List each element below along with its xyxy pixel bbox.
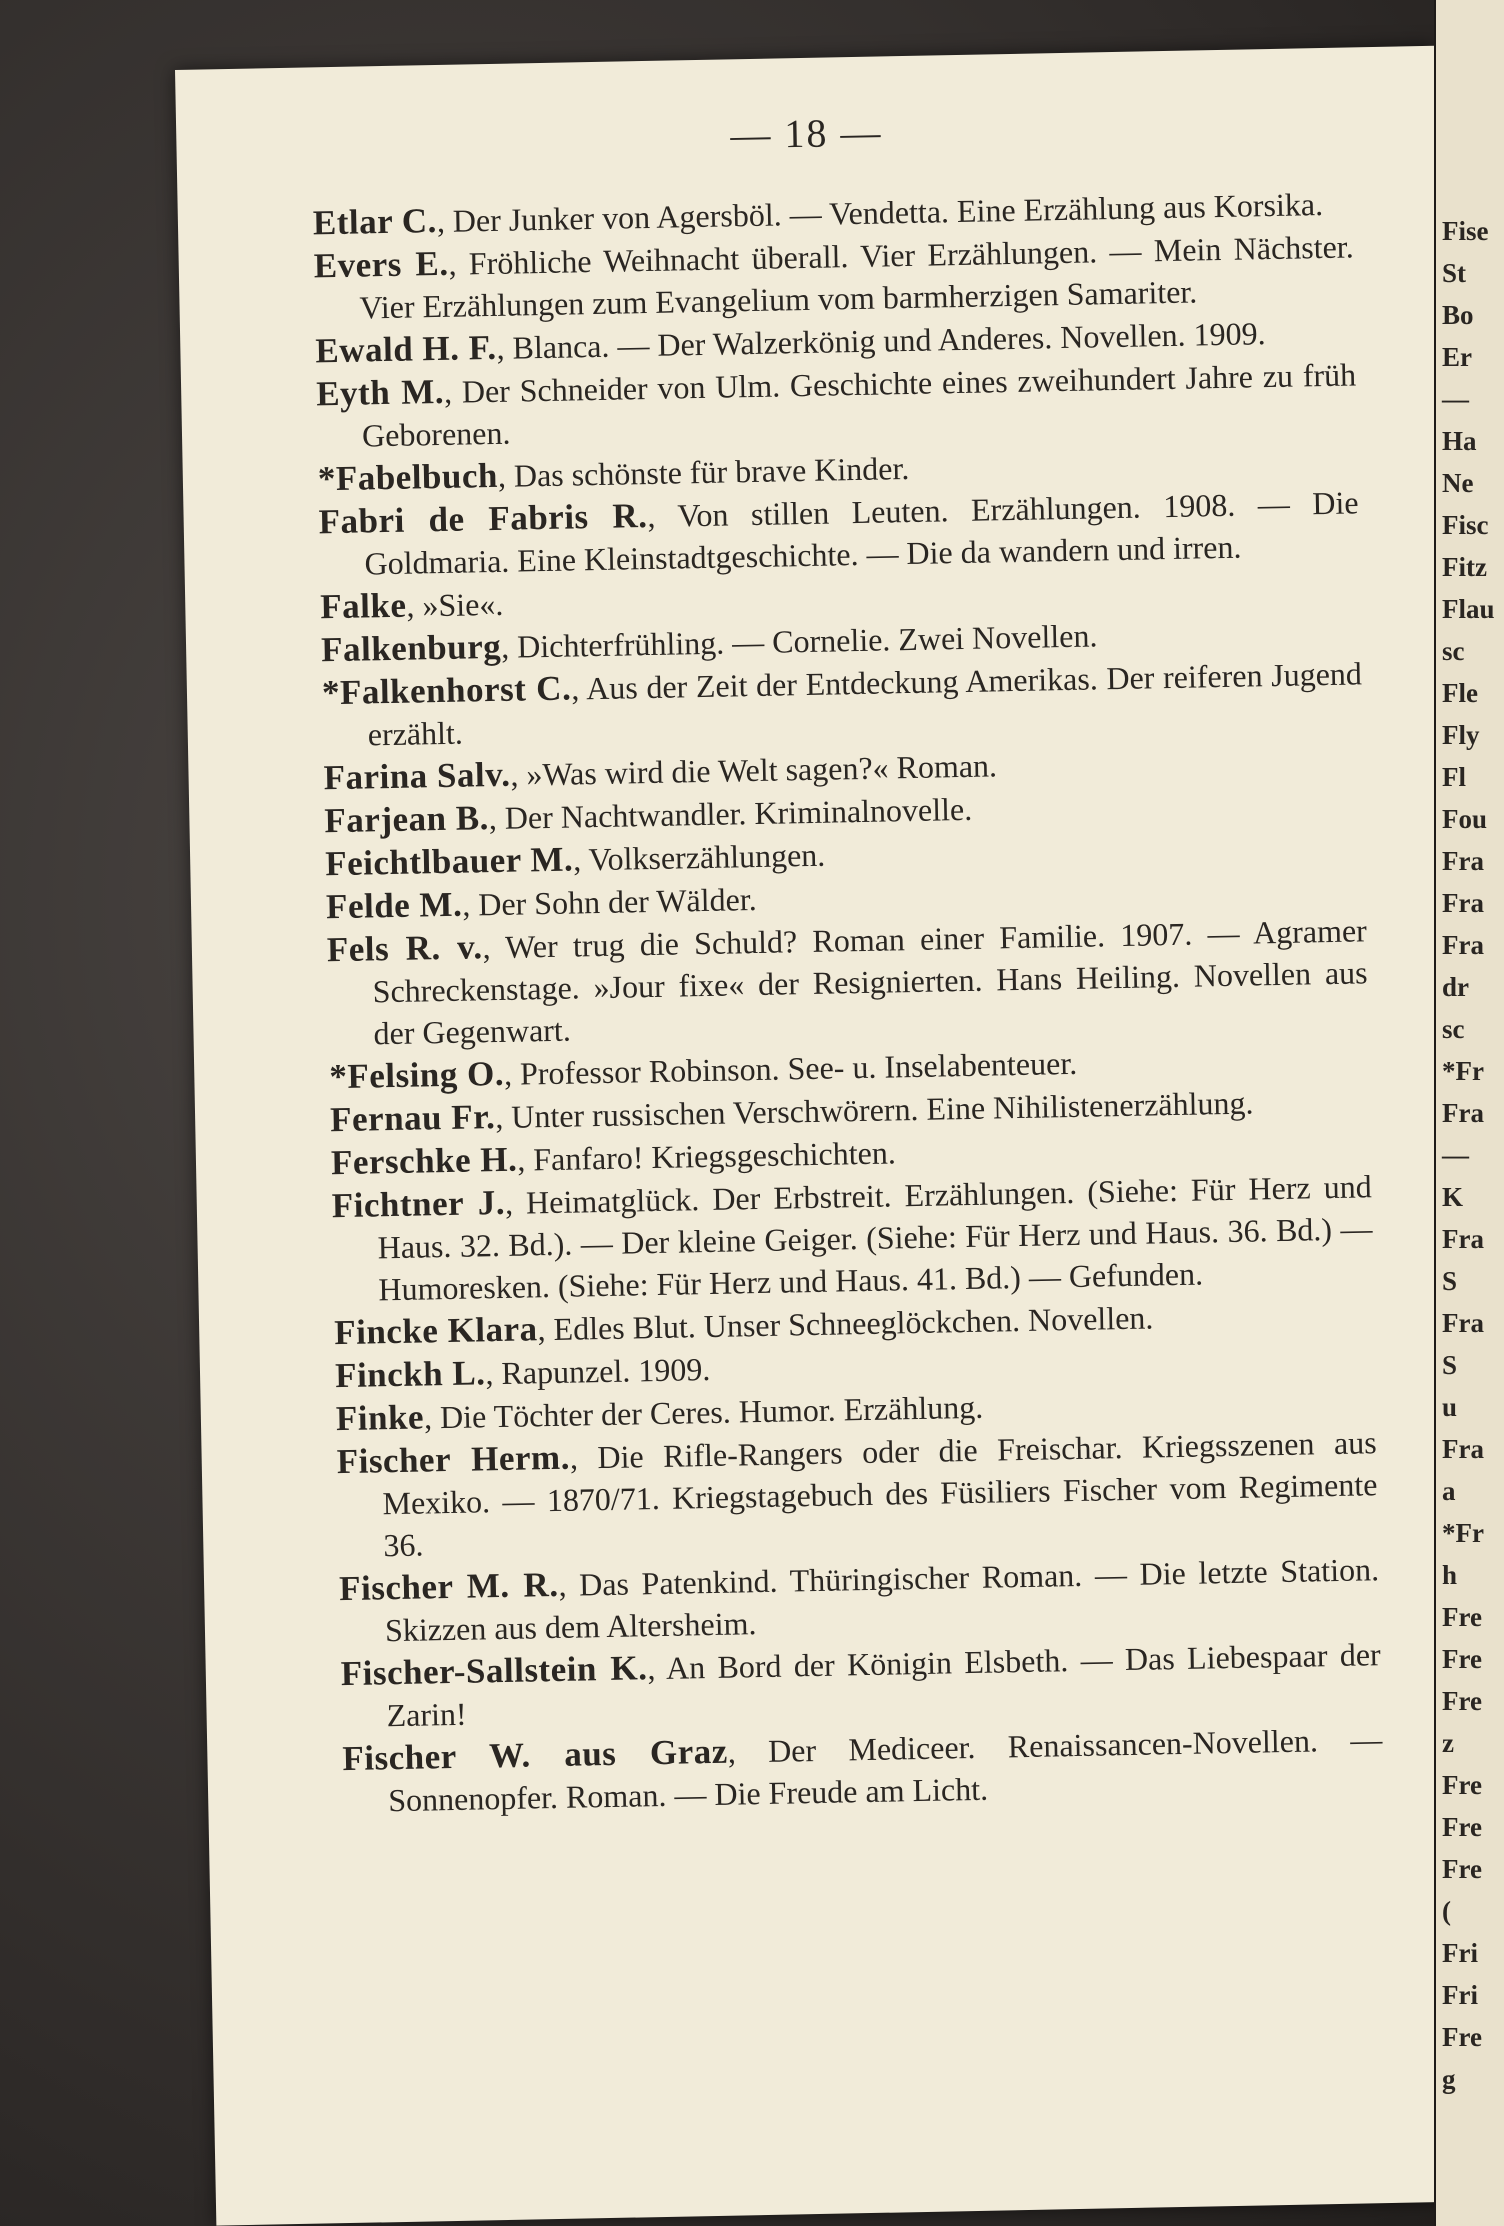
page-number: — 18 — xyxy=(729,109,883,158)
adjacent-page-fragment: — xyxy=(1442,1140,1469,1170)
adjacent-page-fragment: ( xyxy=(1442,1896,1451,1926)
adjacent-page-fragment: a xyxy=(1442,1476,1456,1506)
adjacent-page-fragment: Fre xyxy=(1442,1770,1482,1800)
entry-titles: , Fröhliche Weihnacht überall. Vier Erzählungen. — Mein Nächster. Vier Erzählungen zum Evangelium vom barmherzigen Samariter. xyxy=(359,228,1354,326)
entry-titles: , Die Rifle-Rangers oder die Freischar. Kriegsszenen aus Mexiko. — 1870/71. Kriegstagebuch des Füsiliers Fischer vom Regimente 36. xyxy=(382,1424,1378,1564)
entry-author: Ferschke H. xyxy=(330,1139,518,1183)
entry-author: Falke xyxy=(319,585,407,627)
entry-titles: , Der Schneider von Ulm. Geschichte eines zweihundert Jahre zu früh Geborenen. xyxy=(361,356,1357,454)
entry-author: *Fabelbuch xyxy=(317,455,499,499)
adjacent-page-fragment: Fri xyxy=(1442,1980,1478,2010)
entry-author: Farina Salv. xyxy=(323,754,511,798)
adjacent-page-fragment: Fly xyxy=(1442,720,1480,750)
adjacent-page-fragment: h xyxy=(1442,1560,1458,1590)
adjacent-page-fragment: sc xyxy=(1442,1014,1465,1044)
adjacent-page-fragment: Fre xyxy=(1442,1812,1482,1842)
adjacent-page-fragment: *Fr xyxy=(1442,1518,1484,1548)
entry-author: Eyth M. xyxy=(315,371,445,414)
adjacent-page-fragment: Er xyxy=(1442,342,1472,372)
adjacent-page-fragment: Fra xyxy=(1442,930,1484,960)
bibliography-entry xyxy=(331,1165,1373,1311)
entry-titles: , Unter russischen Verschwörern. Eine Nihilistenerzählung. xyxy=(494,1084,1254,1136)
adjacent-page-fragment: K xyxy=(1442,1182,1464,1212)
adjacent-page-fragment: Ha xyxy=(1442,426,1477,456)
entry-titles: , Wer trug die Schuld? Roman einer Familie. 1907. — Agramer Schreckenstage. »Jour fixe« der Resignierten. Hans Heiling. Novellen aus der Gegenwart. xyxy=(372,912,1368,1052)
bibliography-entries xyxy=(313,182,1384,1823)
entry-titles: , Dichterfrühling. — Cornelie. Zwei Novellen. xyxy=(500,617,1098,665)
adjacent-page-fragment: Fisc xyxy=(1442,510,1489,540)
entry-author: *Felsing O. xyxy=(328,1053,505,1097)
entry-titles: , Das Patenkind. Thüringischer Roman. — Die letzte Station. Skizzen aus dem Altersheim. xyxy=(384,1551,1380,1649)
entry-titles: , An Bord der Königin Elsbeth. — Das Liebespaar der Zarin! xyxy=(386,1636,1381,1734)
entry-titles: , »Was wird die Welt sagen?« Roman. xyxy=(510,747,998,793)
entry-titles: , Das schönste für brave Kinder. xyxy=(497,449,910,494)
entry-author: Fels R. v. xyxy=(326,927,483,970)
bibliography-entry xyxy=(336,1421,1378,1567)
bibliography-entry xyxy=(327,909,1369,1055)
entry-titles: , Aus der Zeit der Entdeckung Amerikas. Der reiferen Jugend erzählt. xyxy=(367,655,1363,753)
adjacent-page-fragment: dr xyxy=(1442,972,1469,1002)
adjacent-page-fragment: — xyxy=(1442,384,1469,414)
adjacent-page-fragment: Fre xyxy=(1442,2022,1482,2052)
adjacent-page-fragment: Fra xyxy=(1442,1434,1484,1464)
adjacent-page-fragment: Fl xyxy=(1442,762,1466,792)
adjacent-page-fragment: z xyxy=(1442,1728,1454,1758)
entry-author: Fichtner J. xyxy=(331,1182,506,1226)
entry-titles: , »Sie«. xyxy=(406,585,504,624)
adjacent-page-fragment: Fra xyxy=(1442,1224,1484,1254)
entry-titles: , Heimatglück. Der Erbstreit. Erzählungen. (Siehe: Für Herz und Haus. 32. Bd.). — Der kleine Geiger. (Siehe: Für Herz und Haus. 36. Bd.) — Humoresken. (Siehe: Für Herz und Haus. 41. Bd.) — Gefunden. xyxy=(377,1168,1373,1308)
adjacent-page-fragment: Fou xyxy=(1442,804,1488,834)
entry-author: Fischer W. aus Graz xyxy=(342,1731,729,1779)
adjacent-page-fragment: St xyxy=(1442,258,1467,288)
adjacent-page-fragment: g xyxy=(1442,2064,1456,2094)
adjacent-page-fragment: Bo xyxy=(1442,300,1474,330)
adjacent-page-fragment: Fra xyxy=(1442,888,1484,918)
entry-titles: , Professor Robinson. See- u. Inselabenteuer. xyxy=(503,1044,1078,1092)
adjacent-page-fragment: Fre xyxy=(1442,1854,1482,1884)
adjacent-page-fragment: *Fr xyxy=(1442,1056,1484,1086)
adjacent-page-fragment: S xyxy=(1442,1350,1458,1380)
adjacent-page-fragment: Fle xyxy=(1442,678,1478,708)
entry-author: Fincke Klara xyxy=(333,1309,538,1353)
adjacent-page-fragment: Ne xyxy=(1442,468,1474,498)
adjacent-page-fragment: Fise xyxy=(1442,216,1489,246)
entry-author: Fabri de Fabris R. xyxy=(318,496,648,542)
entry-author: Finckh L. xyxy=(334,1353,486,1396)
adjacent-page-fragment: Fitz xyxy=(1442,552,1487,582)
entry-titles: , Die Töchter der Ceres. Humor. Erzählung. xyxy=(423,1388,984,1436)
entry-author: Feichtlbauer M. xyxy=(324,839,574,884)
entry-author: Evers E. xyxy=(313,243,449,286)
entry-author: *Falkenhorst C. xyxy=(321,668,572,713)
entry-titles: , Von stillen Leuten. Erzählungen. 1908. — Die Goldmaria. Eine Kleinstadtgeschichte. — Die da wandern und irren. xyxy=(364,484,1359,582)
entry-titles: , Der Junker von Agersböl. — Vendetta. Eine Erzählung aus Korsika. xyxy=(436,185,1324,239)
adjacent-page-fragment: sc xyxy=(1442,636,1465,666)
adjacent-page-fragment: Flau xyxy=(1442,594,1495,624)
entry-author: Etlar C. xyxy=(312,201,438,243)
entry-author: Fischer-Sallstein K. xyxy=(340,1648,648,1694)
entry-author: Fischer M. R. xyxy=(338,1564,559,1609)
adjacent-page-fragment: Fra xyxy=(1442,1098,1484,1128)
book-page xyxy=(175,46,1476,2226)
entry-titles: , Der Mediceer. Renaissancen-Novellen. — Sonnenopfer. Roman. — Die Freude am Licht. xyxy=(387,1721,1383,1819)
adjacent-page-fragment: Fre xyxy=(1442,1602,1482,1632)
entry-author: Finke xyxy=(335,1397,425,1439)
adjacent-page-fragment: Fra xyxy=(1442,846,1484,876)
entry-author: Fernau Fr. xyxy=(329,1097,496,1140)
adjacent-page-edge xyxy=(1434,0,1504,2226)
entry-author: Felde M. xyxy=(325,884,463,927)
entry-author: Falkenburg xyxy=(320,626,502,670)
entry-titles: , Blanca. — Der Walzerkönig und Anderes. Novellen. 1909. xyxy=(496,315,1266,366)
entry-titles: , Der Nachtwandler. Kriminalnovelle. xyxy=(488,790,973,837)
adjacent-page-fragments xyxy=(1436,210,1495,2100)
entry-titles: , Fanfaro! Kriegsgeschichten. xyxy=(516,1134,897,1178)
entry-author: Farjean B. xyxy=(324,798,490,841)
entry-titles: , Volkserzählungen. xyxy=(572,836,826,878)
adjacent-page-fragment: u xyxy=(1442,1392,1458,1422)
entry-author: Fischer Herm. xyxy=(336,1437,571,1482)
entry-titles: , Der Sohn der Wälder. xyxy=(461,880,757,923)
adjacent-page-fragment: Fra xyxy=(1442,1308,1484,1338)
adjacent-page-fragment: S xyxy=(1442,1266,1458,1296)
entry-titles: , Rapunzel. 1909. xyxy=(485,1350,711,1392)
adjacent-page-fragment: Fre xyxy=(1442,1686,1482,1716)
entry-titles: , Edles Blut. Unser Schneeglöckchen. Novellen. xyxy=(537,1299,1154,1348)
adjacent-page-fragment: Fre xyxy=(1442,1644,1482,1674)
adjacent-page-fragment: Fri xyxy=(1442,1938,1478,1968)
entry-author: Ewald H. F. xyxy=(315,327,497,371)
